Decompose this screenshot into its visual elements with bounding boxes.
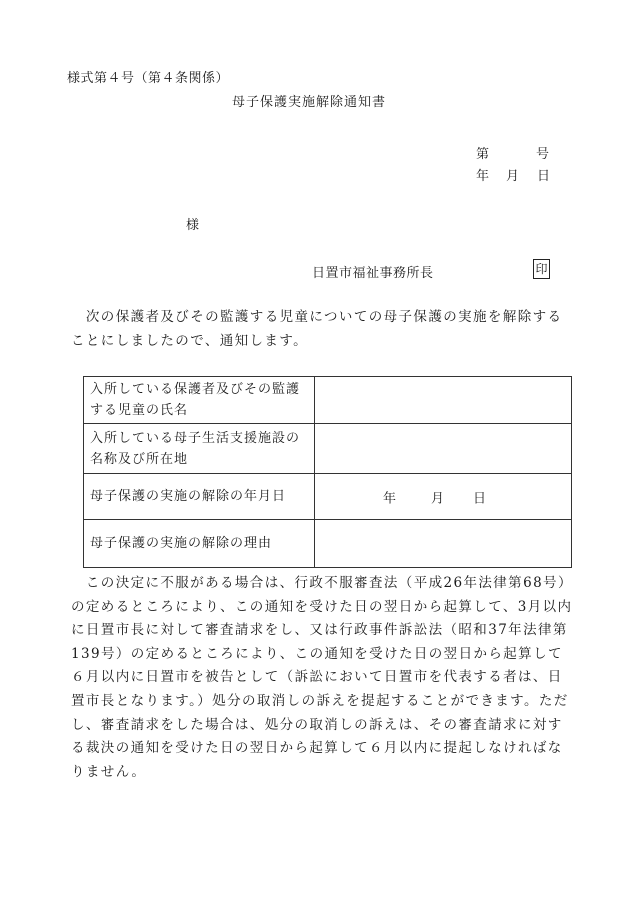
termination-date-day: 日 bbox=[473, 491, 488, 506]
table-row bbox=[84, 474, 572, 520]
intro-text: 次の保護者及びその監護する児童についての母子保護の実施を解除することにしましたので、通知します。 bbox=[71, 309, 563, 349]
details-table bbox=[83, 376, 572, 568]
issue-date-day: 日 bbox=[537, 169, 551, 184]
intro-paragraph bbox=[71, 305, 576, 353]
document-number-suffix: 号 bbox=[536, 147, 550, 162]
addressee-honorific: 様 bbox=[186, 218, 200, 233]
appeal-notice-text: この決定に不服がある場合は、行政不服審査法（平成26年法律第68号）の定めるところにより、この通知を受けた日の翌日から起算して、3月以内に日置市長に対して審査請求をし、又は行政事件訴訟法（昭和37年法律第 139号）の定めるところにより、この通知を受けた日の翌日から起算して６月以内に日置市を被告として（訴訟において日置市を代表する者は、日置市長となります。）処分の取消しの訴えを提起することができます。ただし、審査請求をした場合は、処分の取消しの訴えは、その審査請求に対する裁決の通知を受けた日の翌日から起算して６月以内に提起しなければなりません。 bbox=[71, 575, 573, 780]
issue-date-year: 年 bbox=[476, 169, 490, 184]
table-row bbox=[84, 520, 572, 568]
termination-date-value bbox=[315, 474, 572, 520]
facility-name-address-label: 入所している母子生活支援施設の名称及び所在地 bbox=[84, 424, 315, 474]
termination-reason-label: 母子保護の実施の解除の理由 bbox=[84, 520, 315, 568]
guardian-child-name-value bbox=[315, 377, 572, 424]
document-title: 母子保護実施解除通知書 bbox=[232, 95, 387, 110]
guardian-child-name-label: 入所している保護者及びその監護する児童の氏名 bbox=[84, 377, 315, 424]
termination-date-year: 年 bbox=[383, 491, 398, 506]
form-number: 様式第４号（第４条関係） bbox=[67, 71, 230, 86]
facility-name-address-value bbox=[315, 424, 572, 474]
appeal-notice-paragraph bbox=[71, 572, 576, 784]
termination-reason-value bbox=[315, 520, 572, 568]
document-number-label: 第 bbox=[476, 147, 490, 162]
issue-date-month: 月 bbox=[506, 169, 520, 184]
issuer-name: 日置市福祉事務所長 bbox=[312, 266, 434, 281]
table-row bbox=[84, 377, 572, 424]
table-row bbox=[84, 424, 572, 474]
seal-mark: 印 bbox=[533, 259, 550, 279]
termination-date-month: 月 bbox=[431, 491, 446, 506]
termination-date-label: 母子保護の実施の解除の年月日 bbox=[84, 474, 315, 520]
